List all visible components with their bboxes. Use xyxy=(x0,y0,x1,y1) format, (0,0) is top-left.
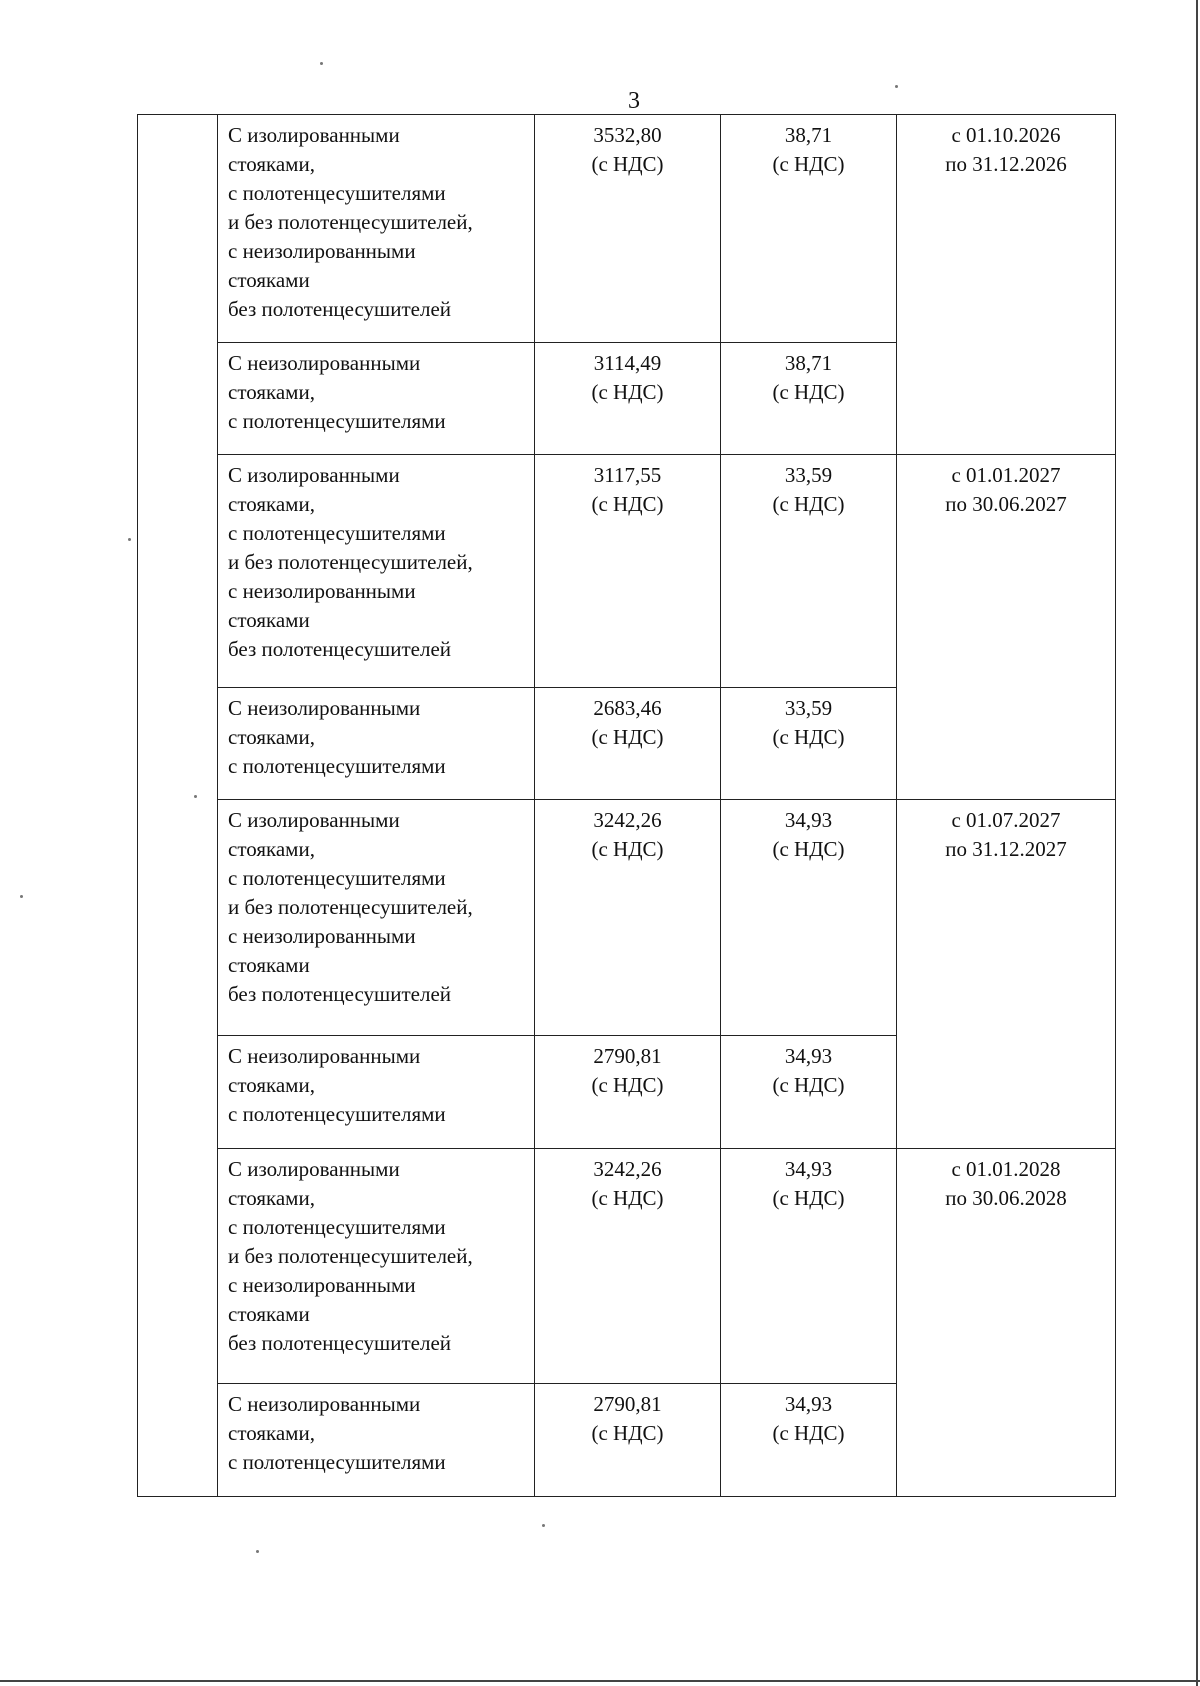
riser-type-cell-line: С изолированными xyxy=(228,123,400,147)
riser-type-cell xyxy=(218,455,535,688)
price-cell xyxy=(535,343,721,455)
price-cell xyxy=(535,1036,721,1149)
table-row xyxy=(138,800,1116,1036)
tariff-table-body xyxy=(138,115,1116,1497)
riser-type-cell-line: с неизолированными xyxy=(228,1273,416,1297)
scan-speck xyxy=(320,62,323,65)
riser-type-cell-line: С изолированными xyxy=(228,1157,400,1181)
price-cell xyxy=(535,800,721,1036)
period-cell-line: по 30.06.2028 xyxy=(945,1186,1067,1210)
period-cell-line: по 31.12.2027 xyxy=(945,837,1067,861)
riser-type-cell-line: без полотенцесушителей xyxy=(228,1331,452,1355)
rate-cell xyxy=(721,1384,897,1497)
tariff-table xyxy=(137,114,1116,1497)
riser-type-cell-line: С изолированными xyxy=(228,808,400,832)
table-row xyxy=(138,115,1116,343)
riser-type-cell-line: без полотенцесушителей xyxy=(228,637,452,661)
price-cell-line: (с НДС) xyxy=(591,1421,664,1445)
rate-cell-line: (с НДС) xyxy=(772,1421,845,1445)
riser-type-cell-line: С неизолированными xyxy=(228,351,421,375)
rate-cell-line: 34,93 xyxy=(784,1044,833,1068)
rate-cell-line: (с НДС) xyxy=(772,1186,845,1210)
period-cell xyxy=(897,1149,1116,1497)
rate-cell xyxy=(721,343,897,455)
period-cell xyxy=(897,800,1116,1149)
rate-cell-line: 33,59 xyxy=(784,463,833,487)
riser-type-cell-line: с полотенцесушителями xyxy=(228,521,446,545)
riser-type-cell-line: с неизолированными xyxy=(228,579,416,603)
riser-type-cell-line: и без полотенцесушителей, xyxy=(228,550,473,574)
rate-cell xyxy=(721,115,897,343)
riser-type-cell-line: с полотенцесушителями xyxy=(228,1450,446,1474)
riser-type-cell-line: стояками, xyxy=(228,725,315,749)
riser-type-cell-line: с полотенцесушителями xyxy=(228,754,446,778)
riser-type-cell xyxy=(218,343,535,455)
riser-type-cell xyxy=(218,1036,535,1149)
blank-first-column xyxy=(138,115,218,1497)
rate-cell-line: 34,93 xyxy=(784,808,833,832)
riser-type-cell-line: стояками, xyxy=(228,152,315,176)
price-cell-line: (с НДС) xyxy=(591,380,664,404)
rate-cell xyxy=(721,1149,897,1384)
rate-cell xyxy=(721,800,897,1036)
riser-type-cell-line: стояками xyxy=(228,608,310,632)
rate-cell-line: 38,71 xyxy=(784,123,833,147)
price-cell-line: (с НДС) xyxy=(591,152,664,176)
period-cell-line: с 01.07.2027 xyxy=(951,808,1061,832)
riser-type-cell xyxy=(218,1149,535,1384)
scan-speck xyxy=(895,85,898,88)
period-cell xyxy=(897,115,1116,455)
price-cell-line: 2683,46 xyxy=(593,696,662,720)
price-cell xyxy=(535,688,721,800)
period-cell xyxy=(897,455,1116,800)
price-cell-line: 2790,81 xyxy=(593,1392,662,1416)
period-cell-line: с 01.10.2026 xyxy=(951,123,1061,147)
riser-type-cell-line: С неизолированными xyxy=(228,1392,421,1416)
period-cell-line: по 31.12.2026 xyxy=(945,152,1067,176)
riser-type-cell-line: С неизолированными xyxy=(228,1044,421,1068)
riser-type-cell-line: стояками, xyxy=(228,380,315,404)
rate-cell-line: 33,59 xyxy=(784,696,833,720)
scan-speck xyxy=(256,1550,259,1553)
price-cell-line: (с НДС) xyxy=(591,837,664,861)
riser-type-cell-line: с неизолированными xyxy=(228,239,416,263)
riser-type-cell-line: с неизолированными xyxy=(228,924,416,948)
price-cell-line: 3117,55 xyxy=(593,463,662,487)
riser-type-cell-line: и без полотенцесушителей, xyxy=(228,895,473,919)
rate-cell-line: (с НДС) xyxy=(772,837,845,861)
riser-type-cell-line: с полотенцесушителями xyxy=(228,1215,446,1239)
rate-cell-line: 34,93 xyxy=(784,1392,833,1416)
rate-cell-line: 34,93 xyxy=(784,1157,833,1181)
rate-cell-line: (с НДС) xyxy=(772,492,845,516)
table-row xyxy=(138,1149,1116,1384)
riser-type-cell-line: с полотенцесушителями xyxy=(228,181,446,205)
riser-type-cell-line: стояками, xyxy=(228,1186,315,1210)
riser-type-cell-line: стояками, xyxy=(228,1073,315,1097)
price-cell xyxy=(535,1384,721,1497)
rate-cell-line: (с НДС) xyxy=(772,152,845,176)
price-cell xyxy=(535,115,721,343)
rate-cell-line: 38,71 xyxy=(784,351,833,375)
price-cell-line: 3242,26 xyxy=(593,1157,662,1181)
page-number: 3 xyxy=(628,88,640,114)
price-cell-line: 3114,49 xyxy=(593,351,662,375)
rate-cell xyxy=(721,688,897,800)
rate-cell-line: (с НДС) xyxy=(772,725,845,749)
scan-speck xyxy=(542,1524,545,1527)
riser-type-cell-line: с полотенцесушителями xyxy=(228,1102,446,1126)
rate-cell-line: (с НДС) xyxy=(772,1073,845,1097)
riser-type-cell-line: стояками xyxy=(228,268,310,292)
period-cell-line: по 30.06.2027 xyxy=(945,492,1067,516)
riser-type-cell-line: стояками xyxy=(228,1302,310,1326)
riser-type-cell-line: стояками, xyxy=(228,492,315,516)
riser-type-cell-line: стояками, xyxy=(228,1421,315,1445)
riser-type-cell-line: С изолированными xyxy=(228,463,400,487)
price-cell-line: 3532,80 xyxy=(593,123,662,147)
price-cell-line: (с НДС) xyxy=(591,1186,664,1210)
page-edge xyxy=(1196,0,1198,1686)
rate-cell-line: (с НДС) xyxy=(772,380,845,404)
riser-type-cell-line: и без полотенцесушителей, xyxy=(228,1244,473,1268)
riser-type-cell-line: без полотенцесушителей xyxy=(228,297,452,321)
riser-type-cell-line: С неизолированными xyxy=(228,696,421,720)
riser-type-cell xyxy=(218,1384,535,1497)
riser-type-cell-line: и без полотенцесушителей, xyxy=(228,210,473,234)
price-cell xyxy=(535,1149,721,1384)
price-cell-line: (с НДС) xyxy=(591,492,664,516)
price-cell-line: 2790,81 xyxy=(593,1044,662,1068)
riser-type-cell-line: без полотенцесушителей xyxy=(228,982,452,1006)
page-edge xyxy=(0,1680,1200,1682)
rate-cell xyxy=(721,1036,897,1149)
scan-speck xyxy=(128,538,131,541)
table-row xyxy=(138,455,1116,688)
riser-type-cell-line: с полотенцесушителями xyxy=(228,866,446,890)
period-cell-line: с 01.01.2028 xyxy=(951,1157,1061,1181)
period-cell-line: с 01.01.2027 xyxy=(951,463,1061,487)
riser-type-cell xyxy=(218,688,535,800)
price-cell xyxy=(535,455,721,688)
riser-type-cell-line: стояками xyxy=(228,953,310,977)
price-cell-line: 3242,26 xyxy=(593,808,662,832)
riser-type-cell-line: стояками, xyxy=(228,837,315,861)
riser-type-cell-line: с полотенцесушителями xyxy=(228,409,446,433)
riser-type-cell xyxy=(218,115,535,343)
scan-speck xyxy=(20,895,23,898)
price-cell-line: (с НДС) xyxy=(591,1073,664,1097)
rate-cell xyxy=(721,455,897,688)
riser-type-cell xyxy=(218,800,535,1036)
price-cell-line: (с НДС) xyxy=(591,725,664,749)
